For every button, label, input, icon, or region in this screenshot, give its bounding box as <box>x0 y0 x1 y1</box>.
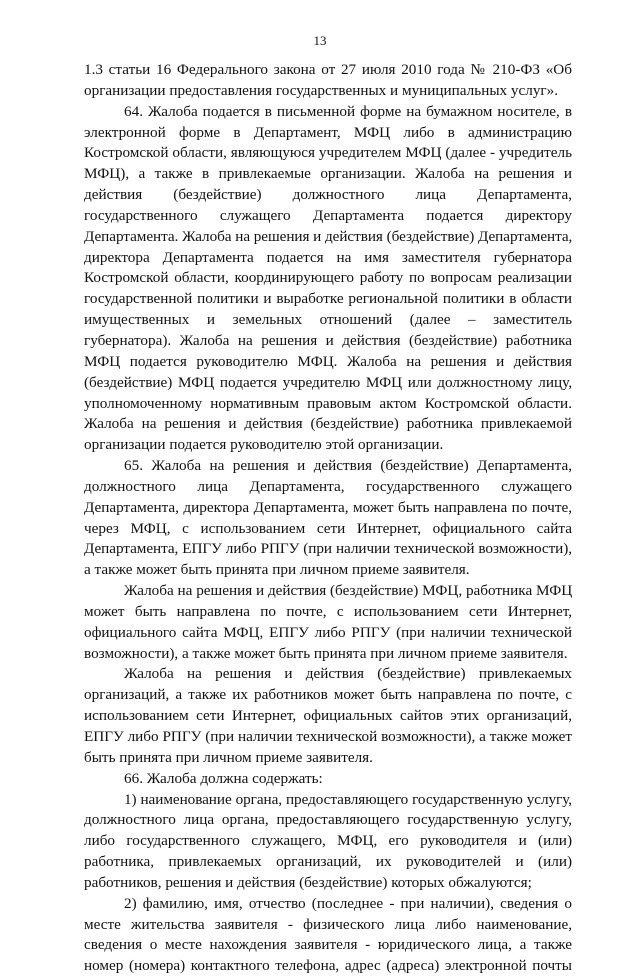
text-line: работников, решения и действия (бездействие) которых обжалуются; <box>84 873 532 891</box>
text-line: директора Департамента подается на имя заместителя губернатора <box>84 248 572 266</box>
page-number: 13 <box>313 33 327 48</box>
document-body <box>84 60 572 977</box>
text-line: государственного служащего Департамента подается директору <box>84 206 572 224</box>
text-line: номер (номера) контактного телефона, адрес (адреса) электронной почты <box>84 957 572 975</box>
text-line: Жалоба на решения и действия (бездействие) работника привлекаемой <box>84 415 572 433</box>
text-line: либо государственного служащего, МФЦ, его руководителя и (или) <box>84 832 572 850</box>
text-line: ЕПГУ либо РПГУ (при наличии технической возможности), а также может <box>84 728 572 745</box>
text-line: Костромской области, являющуюся учредителем МФЦ (далее - учредитель <box>84 144 572 162</box>
text-line: (бездействие) МФЦ подается учредителю МФЦ или должностному лицу, <box>84 373 572 391</box>
text-line: МФЦ), а также в привлекаемые организации. Жалоба на решения и <box>84 165 572 183</box>
text-line: месте жительства заявителя - физического лица либо наименование, <box>84 915 572 933</box>
text-line: государственной политики и выработке региональной политики в области <box>84 290 572 308</box>
text-line: Жалоба на решения и действия (бездействие) МФЦ, работника МФЦ <box>124 582 573 600</box>
text-line: 66. Жалоба должна содержать: <box>124 769 323 787</box>
text-line: а также может быть принята при личном приеме заявителя. <box>84 561 470 579</box>
text-line: через МФЦ, с использованием сети Интернет, официального сайта <box>84 519 572 537</box>
text-line: должностного лица Департамента, государственного служащего <box>84 477 572 495</box>
text-line: быть принята при личном приеме заявителя. <box>84 748 373 766</box>
text-line: губернатора). Жалоба на решения и действия (бездействие) работника <box>84 331 572 349</box>
text-line: 2) фамилию, имя, отчество (последнее - при наличии), сведения о <box>124 894 572 912</box>
text-line: Жалоба на решения и действия (бездействие) привлекаемых <box>124 665 572 683</box>
text-line: уполномоченному нормативным правовым актом Костромской области. <box>84 394 572 412</box>
text-line: МФЦ подается руководителю МФЦ. Жалоба на решения и действия <box>84 352 572 370</box>
text-line: должностного лица органа, предоставляющего государственную услугу, <box>84 811 572 829</box>
text-line: может быть направлена по почте, с использованием сети Интернет, <box>84 602 572 620</box>
text-line: организации предоставления государственных и муниципальных услуг». <box>84 81 559 99</box>
text-line: действия (бездействие) должностного лица Департамента, <box>84 186 572 204</box>
text-line: организаций, а также их работников может быть направлена по почте, с <box>84 686 572 704</box>
text-line: Костромской области, координирующего работу по вопросам реализации <box>84 269 572 287</box>
text-line: Департамента, ЕПГУ либо РПГУ (при наличии технической возможности), <box>84 540 572 558</box>
text-line: 1.3 статьи 16 Федерального закона от 27 июля 2010 года № 210-ФЗ «Об <box>84 61 572 78</box>
text-line: 65. Жалоба на решения и действия (бездействие) Департамента, <box>124 457 572 475</box>
text-line: имущественных и земельных отношений (далее – заместитель <box>84 311 572 329</box>
text-line: электронной форме в Департамент, МФЦ либо в администрацию <box>84 123 572 141</box>
text-line: Департамента, директора Департамента, может быть направлена по почте, <box>84 498 572 516</box>
text-line: официального сайта МФЦ, ЕПГУ либо РПГУ (при наличии технической <box>84 623 572 641</box>
text-line: использованием сети Интернет, официальных сайтов этих организаций, <box>84 707 572 725</box>
text-line: сведения о месте нахождения заявителя - юридического лица, а также <box>84 936 572 954</box>
text-line: 1) наименование органа, предоставляющего государственную услугу, <box>124 790 572 808</box>
text-line: Департамента. Жалоба на решения и действия (бездействие) Департамента, <box>84 227 573 245</box>
text-line: работника, привлекаемых организаций, их руководителей и (или) <box>84 853 572 871</box>
text-line: организации подается руководителю этой организации. <box>84 436 444 454</box>
text-line: 64. Жалоба подается в письменной форме на бумажном носителе, в <box>124 102 572 120</box>
text-line: возможности), а также может быть принята при личном приеме заявителя. <box>84 644 568 662</box>
